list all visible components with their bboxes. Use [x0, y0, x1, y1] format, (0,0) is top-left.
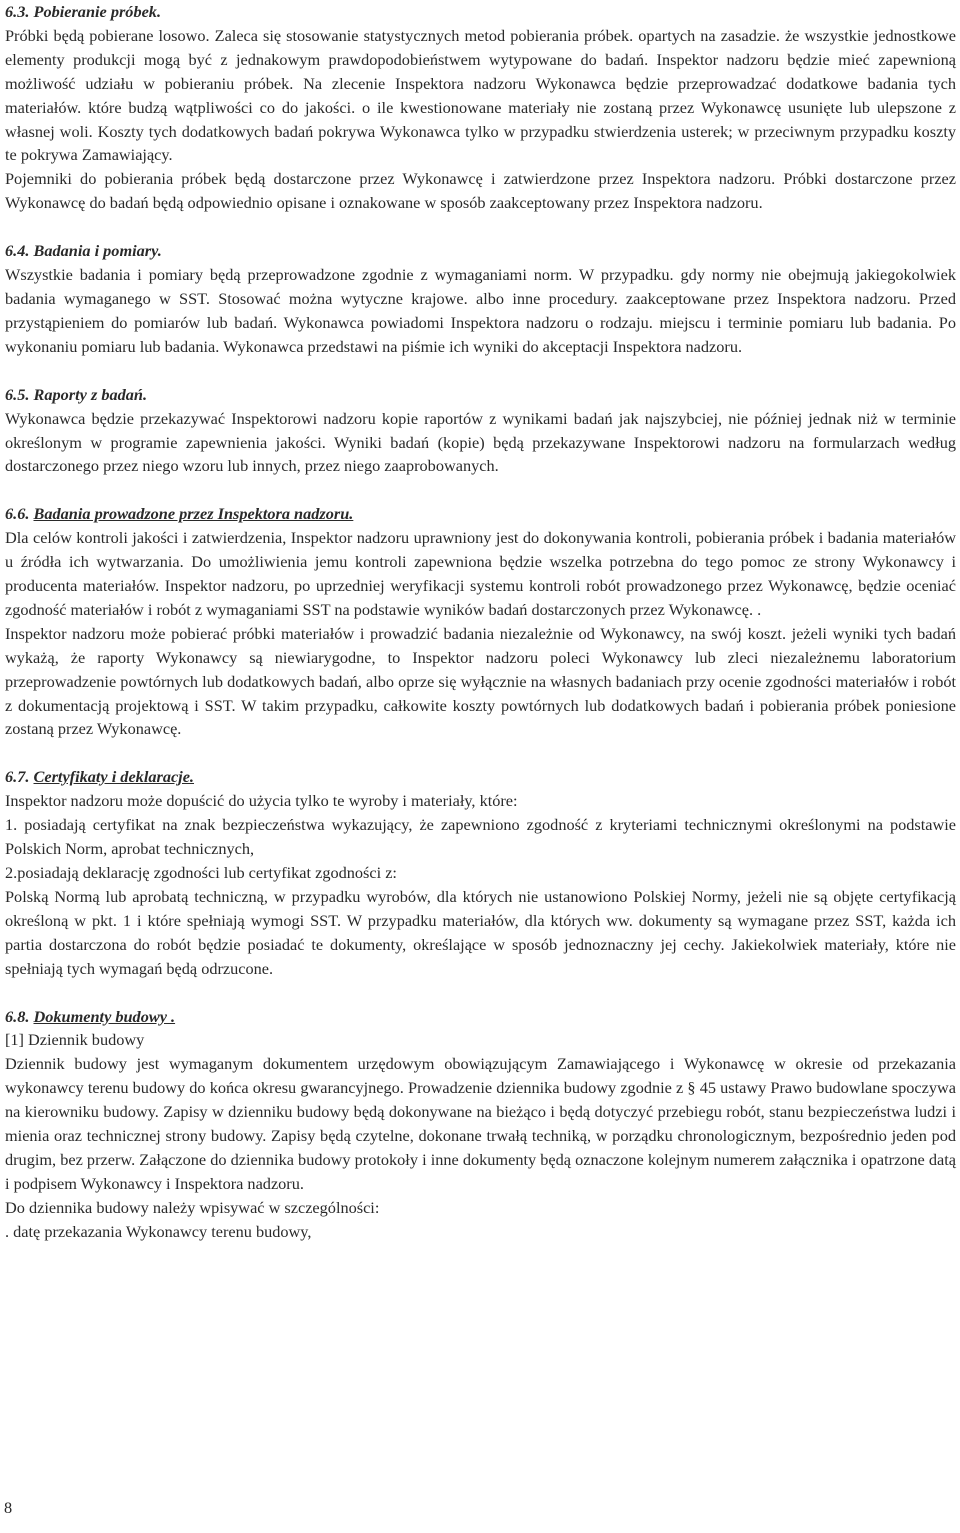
section-title: Raporty z badań.	[33, 384, 148, 404]
section-6-7	[5, 765, 956, 980]
spacer	[5, 359, 956, 383]
list-item: . datę przekazania Wykonawcy terenu budowy,	[5, 1221, 312, 1241]
paragraph: Inspektor nadzoru może pobierać próbki materiałów i prowadzić badania niezależnie od Wykonawcy, na swój koszt. jeżeli wyniki tych badań wykażą, że raporty Wykonawcy są niewiarygodne, to Inspektor nadzoru poleci Wykonawcy lub zleci niezależnemu laboratorium przeprowadzenie powtórnych lub dodatkowych badań, albo oprze się wyłącznie na własnych badaniach przy ocenie zgodności materiałów i robót z dokumentacją projektową i SST. W takim przypadku, całkowite koszty powtórnych lub dodatkowych badań i pobierania próbek poniesione zostaną przez Wykonawcę.	[5, 623, 956, 739]
section-heading	[5, 502, 956, 526]
section-number: 6.3.	[5, 2, 30, 21]
paragraph: Polską Normą lub aprobatą techniczną, w przypadku wyrobów, dla których nie ustanowiono Polskiej Normy, jeżeli nie są objęte certyfikacją określoną w pkt. 1 i które spełniają wymogi SST. W przypadku materiałów, dla których ww. dokumenty są wymagane przez SST, każda ich partia dostarczona do robót będzie posiadać te dokumenty, określające w sposób jednoznaczny jej cechy. Jakiekolwiek materiały, które nie spełniają tych wymagań będą odrzucone.	[5, 886, 956, 978]
section-title: Badania i pomiary.	[33, 241, 162, 261]
paragraph: Wszystkie badania i pomiary będą przeprowadzone zgodnie z wymaganiami norm. W przypadku. gdy normy nie obejmują jakiegokolwiek badania wymaganego w SST. Stosować można wytyczne krajowe. albo inne procedury. zaakceptowane przez Inspektora nadzoru. Przed przystąpieniem do pomiarów lub badań. Wykonawca powiadomi Inspektora nadzoru o rodzaju. miejscu i terminie pomiaru lub badania. Po wykonaniu pomiaru lub badania. Wykonawca przedstawi na piśmie ich wyniki do akceptacji Inspektora nadzoru.	[5, 265, 956, 356]
section-heading	[5, 383, 956, 407]
spacer	[5, 215, 956, 239]
section-6-3	[5, 0, 956, 215]
section-number: 6.5.	[5, 384, 30, 404]
section-title: Certyfikaty i deklaracje.	[33, 767, 195, 787]
section-heading	[5, 1005, 956, 1029]
paragraph: Inspektor nadzoru może dopuścić do użycia tylko te wyroby i materiały, które:	[5, 791, 518, 811]
list-item: 2.posiadają deklarację zgodności lub certyfikat zgodności z:	[5, 863, 397, 882]
paragraph: Pojemniki do pobierania próbek będą dostarczone przez Wykonawcę i zatwierdzone przez Inspektora nadzoru. Próbki dostarczone przez Wykonawcę do badań będą odpowiednio opisane i oznakowane w sposób zaakceptowany przez Inspektora nadzoru.	[5, 169, 956, 213]
paragraph: Wykonawca będzie przekazywać Inspektorowi nadzoru kopie raportów z wynikami badań jak najszybciej, nie później jednak niż w terminie określonym w programie zapewnienia jakości. Wyniki badań (kopie) będą przekazywane Inspektorowi nadzoru na formularzach według dostarczonego przez niego wzoru lub innych, przez niego zaaprobowanych.	[5, 408, 956, 476]
section-heading	[5, 765, 956, 789]
section-6-6	[5, 502, 956, 741]
paragraph: Dla celów kontroli jakości i zatwierdzenia, Inspektor nadzoru uprawniony jest do dokonywania kontroli, pobierania próbek i badania materiałów u źródła ich wytwarzania. Do umożliwienia jemu kontroli zapewniona będzie wszelka potrzebna do tego pomoc ze strony Wykonawcy i producenta materiałów. Inspektor nadzoru, po uprzedniej weryfikacji systemu kontroli robót prowadzonego przez Wykonawcę, będzie oceniać zgodność materiałów i robót z wymaganiami SST na podstawie wyników badań dostarczonych przez Wykonawcę. .	[5, 528, 956, 619]
spacer	[5, 741, 956, 765]
paragraph: Próbki będą pobierane losowo. Zaleca się stosowanie statystycznych metod pobierania próbek. opartych na zasadzie. że wszystkie jednostkowe elementy produkcji mogą być z jednakowym prawdopodobieństwem wytypowane do badań. Inspektor nadzoru będzie mieć zapewnioną możliwość udziału w pobieraniu próbek. Na zlecenie Inspektora nadzoru Wykonawca będzie przeprowadzać dodatkowe badania tych materiałów. które budzą wątpliwości co do jakości. o ile kwestionowane materiały nie zostaną przez Wykonawcę usunięte lub ulepszone z własnej woli. Koszty tych dodatkowych badań pokrywa Wykonawca tylko w przypadku stwierdzenia usterek; w przeciwnym przypadku koszty te pokrywa Zamawiający.	[5, 25, 956, 165]
section-number: 6.7.	[5, 767, 30, 787]
spacer	[5, 981, 956, 1005]
subheading: [1] Dziennik budowy	[5, 1030, 145, 1050]
list-item: 1. posiadają certyfikat na znak bezpieczeństwa wykazujący, że zapewniono zgodność z kryteriami technicznymi określonymi na podstawie Polskich Norm, aprobat technicznych,	[5, 815, 956, 859]
section-6-5	[5, 383, 956, 479]
page-number: 8	[4, 1498, 13, 1517]
paragraph: Dziennik budowy jest wymaganym dokumentem urzędowym obowiązującym Zamawiającego i Wykonawcę w okresie od przekazania wykonawcy terenu budowy do końca okresu gwarancyjnego. Prowadzenie dziennika budowy zgodnie z § 45 ustawy Prawo budowlane spoczywa na kierowniku budowy. Zapisy w dzienniku budowy będą dokonywane na bieżąco i będą dotyczyć przebiegu robót, stanu bezpieczeństwa ludzi i mienia oraz technicznej strony budowy. Zapisy będą czytelne, dokonane trwałą techniką, w porządku chronologicznym, bezpośrednio jeden pod drugim, bez przerw. Załączone do dziennika budowy protokoły i inne dokumenty będą oznaczone kolejnym numerem załącznika i opatrzone datą i podpisem Wykonawcy i Inspektora nadzoru.	[5, 1054, 956, 1193]
section-title: Pobieranie próbek.	[33, 2, 162, 21]
section-heading	[5, 0, 956, 24]
spacer	[5, 478, 956, 502]
section-title: Dokumenty budowy .	[33, 1006, 176, 1026]
section-6-8	[5, 1005, 956, 1244]
section-heading	[5, 239, 956, 263]
section-6-4	[5, 239, 956, 359]
section-number: 6.6.	[5, 504, 30, 524]
section-number: 6.4.	[5, 241, 30, 261]
section-number: 6.8.	[5, 1006, 30, 1026]
paragraph: Do dziennika budowy należy wpisywać w szczególności:	[5, 1197, 380, 1217]
section-title: Badania prowadzone przez Inspektora nadzoru.	[33, 504, 354, 524]
